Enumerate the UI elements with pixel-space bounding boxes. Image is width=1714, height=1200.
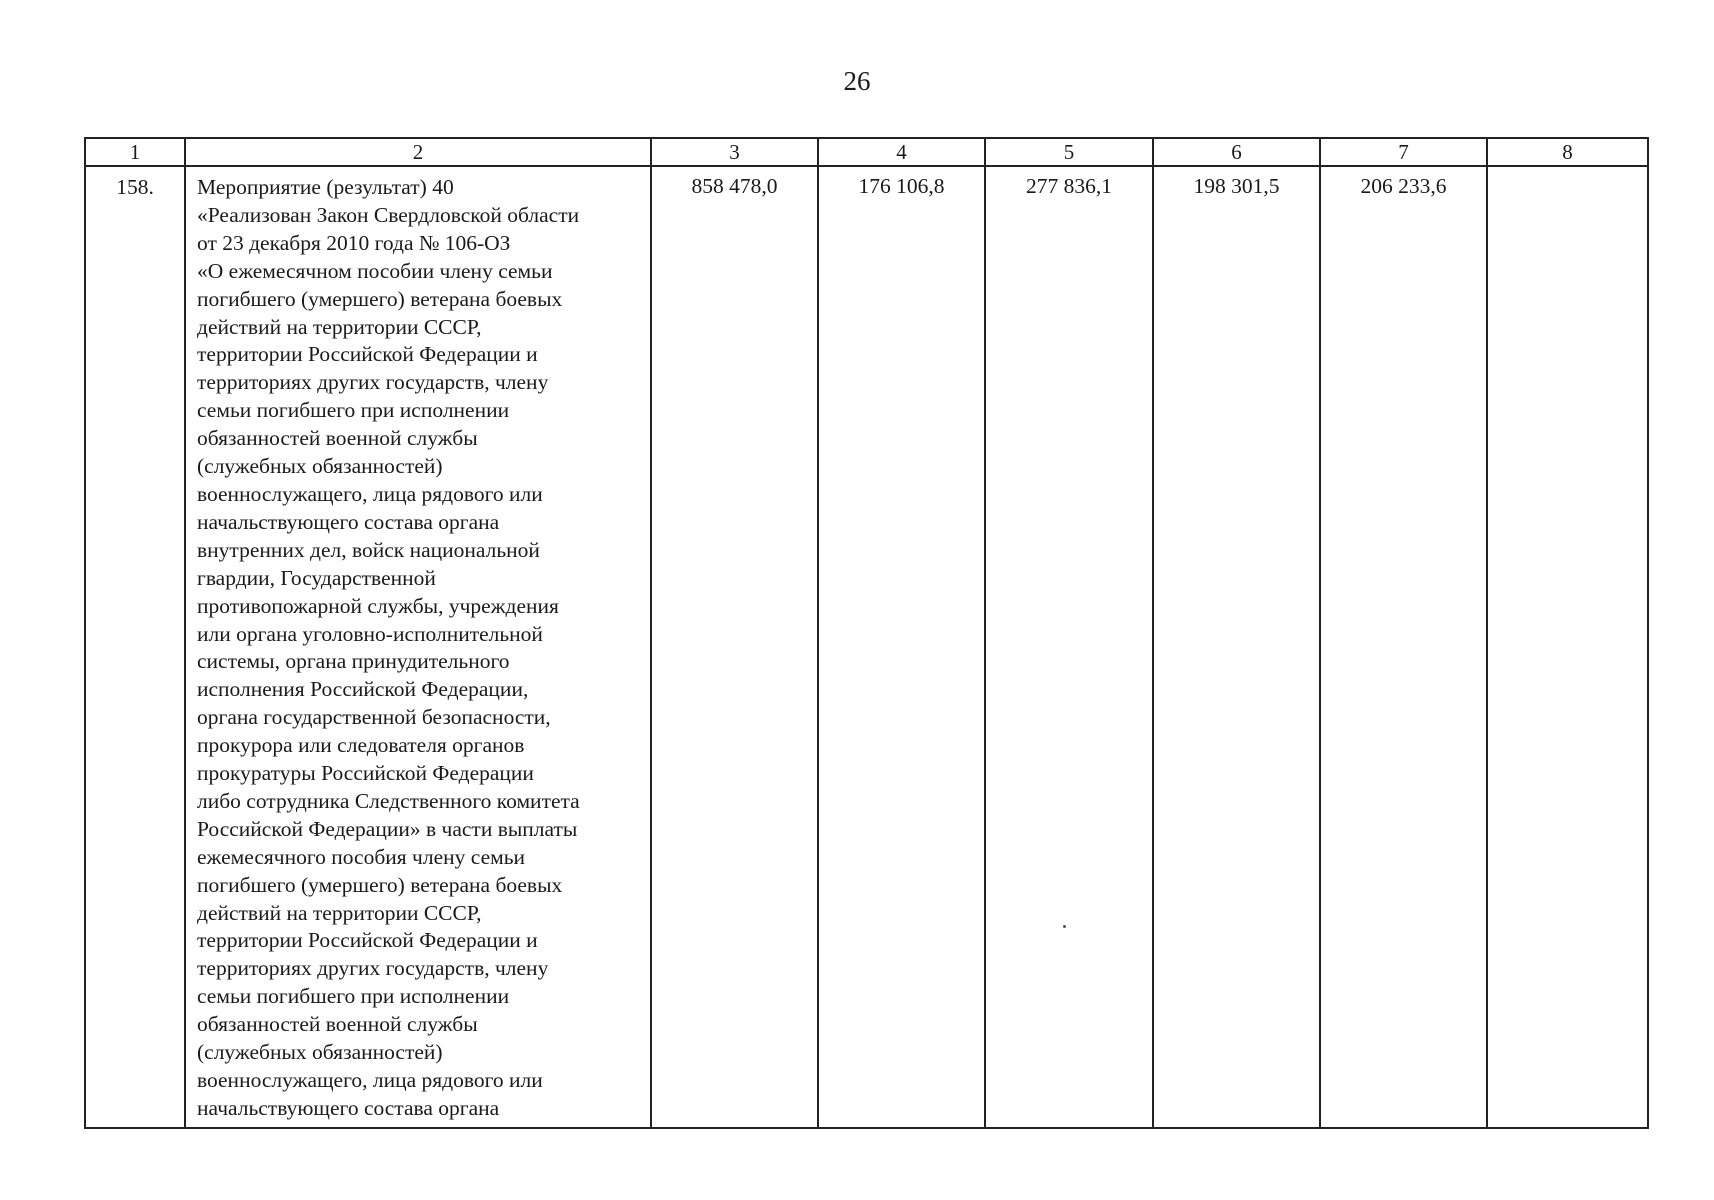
row-description-cell [185,166,651,1128]
value-cell-col-6: 198 301,5 [1153,166,1320,1128]
description-line: прокурора или следователя органов [197,733,525,758]
description-line: территориях других государств, члену [197,370,549,395]
description-line: органа государственной безопасности, [197,705,551,730]
column-header-7: 7 [1320,138,1487,166]
column-header-6: 6 [1153,138,1320,166]
description-line: (служебных обязанностей) [197,1040,443,1065]
description-line: обязанностей военной службы [197,426,478,451]
description-line: «Реализован Закон Свердловской области [197,202,580,227]
value-cell-col-5: 277 836,1 [985,166,1153,1128]
column-header-3: 3 [651,138,818,166]
budget-table [84,137,1649,1129]
column-header-4: 4 [818,138,985,166]
description-line: военнослужащего, лица рядового или [197,1068,543,1092]
description-line: обязанностей военной службы [197,1012,478,1037]
column-header-1: 1 [85,138,185,166]
description-line: (служебных обязанностей) [197,454,443,479]
column-header-2: 2 [185,138,651,166]
description-line: противопожарной службы, учреждения [197,593,559,618]
description-line: Российской Федерации» в части выплаты [197,816,578,841]
description-line: либо сотрудника Следственного комитета [197,788,580,813]
description-line: внутренних дел, войск национальной [197,537,540,562]
description-line: «О ежемесячном пособии члену семьи [197,258,553,283]
column-header-8: 8 [1487,138,1648,166]
description-line: системы, органа принудительного [197,649,510,674]
description-line: прокуратуры Российской Федерации [197,761,534,786]
description-line: начальствующего состава органа [197,509,500,534]
value-cell-col-8 [1487,166,1648,1128]
description-line: семьи погибшего при исполнении [197,398,510,423]
description-line: погибшего (умершего) ветерана боевых [197,286,563,311]
description-line: Мероприятие (результат) 40 [197,175,454,199]
value-cell-col-7: 206 233,6 [1320,166,1487,1128]
description-line: ежемесячного пособия члену семьи [197,844,526,869]
table-row [85,166,1648,1128]
description-line: от 23 декабря 2010 года № 106-ОЗ [197,230,511,255]
scan-speck [1063,925,1066,928]
description-line: гвардии, Государственной [197,565,436,590]
column-header-5: 5 [985,138,1153,166]
page-number: 26 [843,66,871,96]
description-line: семьи погибшего при исполнении [197,984,510,1009]
description-line: действий на территории СССР, [197,314,482,339]
description-line: действий на территории СССР, [197,900,482,925]
value-cell-col-4: 176 106,8 [818,166,985,1128]
description-line: или органа уголовно-исполнительной [197,621,543,646]
description-line: территориях других государств, члену [197,956,549,981]
description-line: территории Российской Федерации и [197,342,538,367]
description-line: территории Российской Федерации и [197,928,538,953]
description-line: погибшего (умершего) ветерана боевых [197,872,563,897]
description-line: исполнения Российской Федерации, [197,677,529,702]
description-line: начальствующего состава органа [197,1095,500,1120]
row-number-cell: 158. [85,166,185,1128]
table-header-row [85,138,1648,166]
description-line: военнослужащего, лица рядового или [197,481,543,506]
value-cell-col-3: 858 478,0 [651,166,818,1128]
